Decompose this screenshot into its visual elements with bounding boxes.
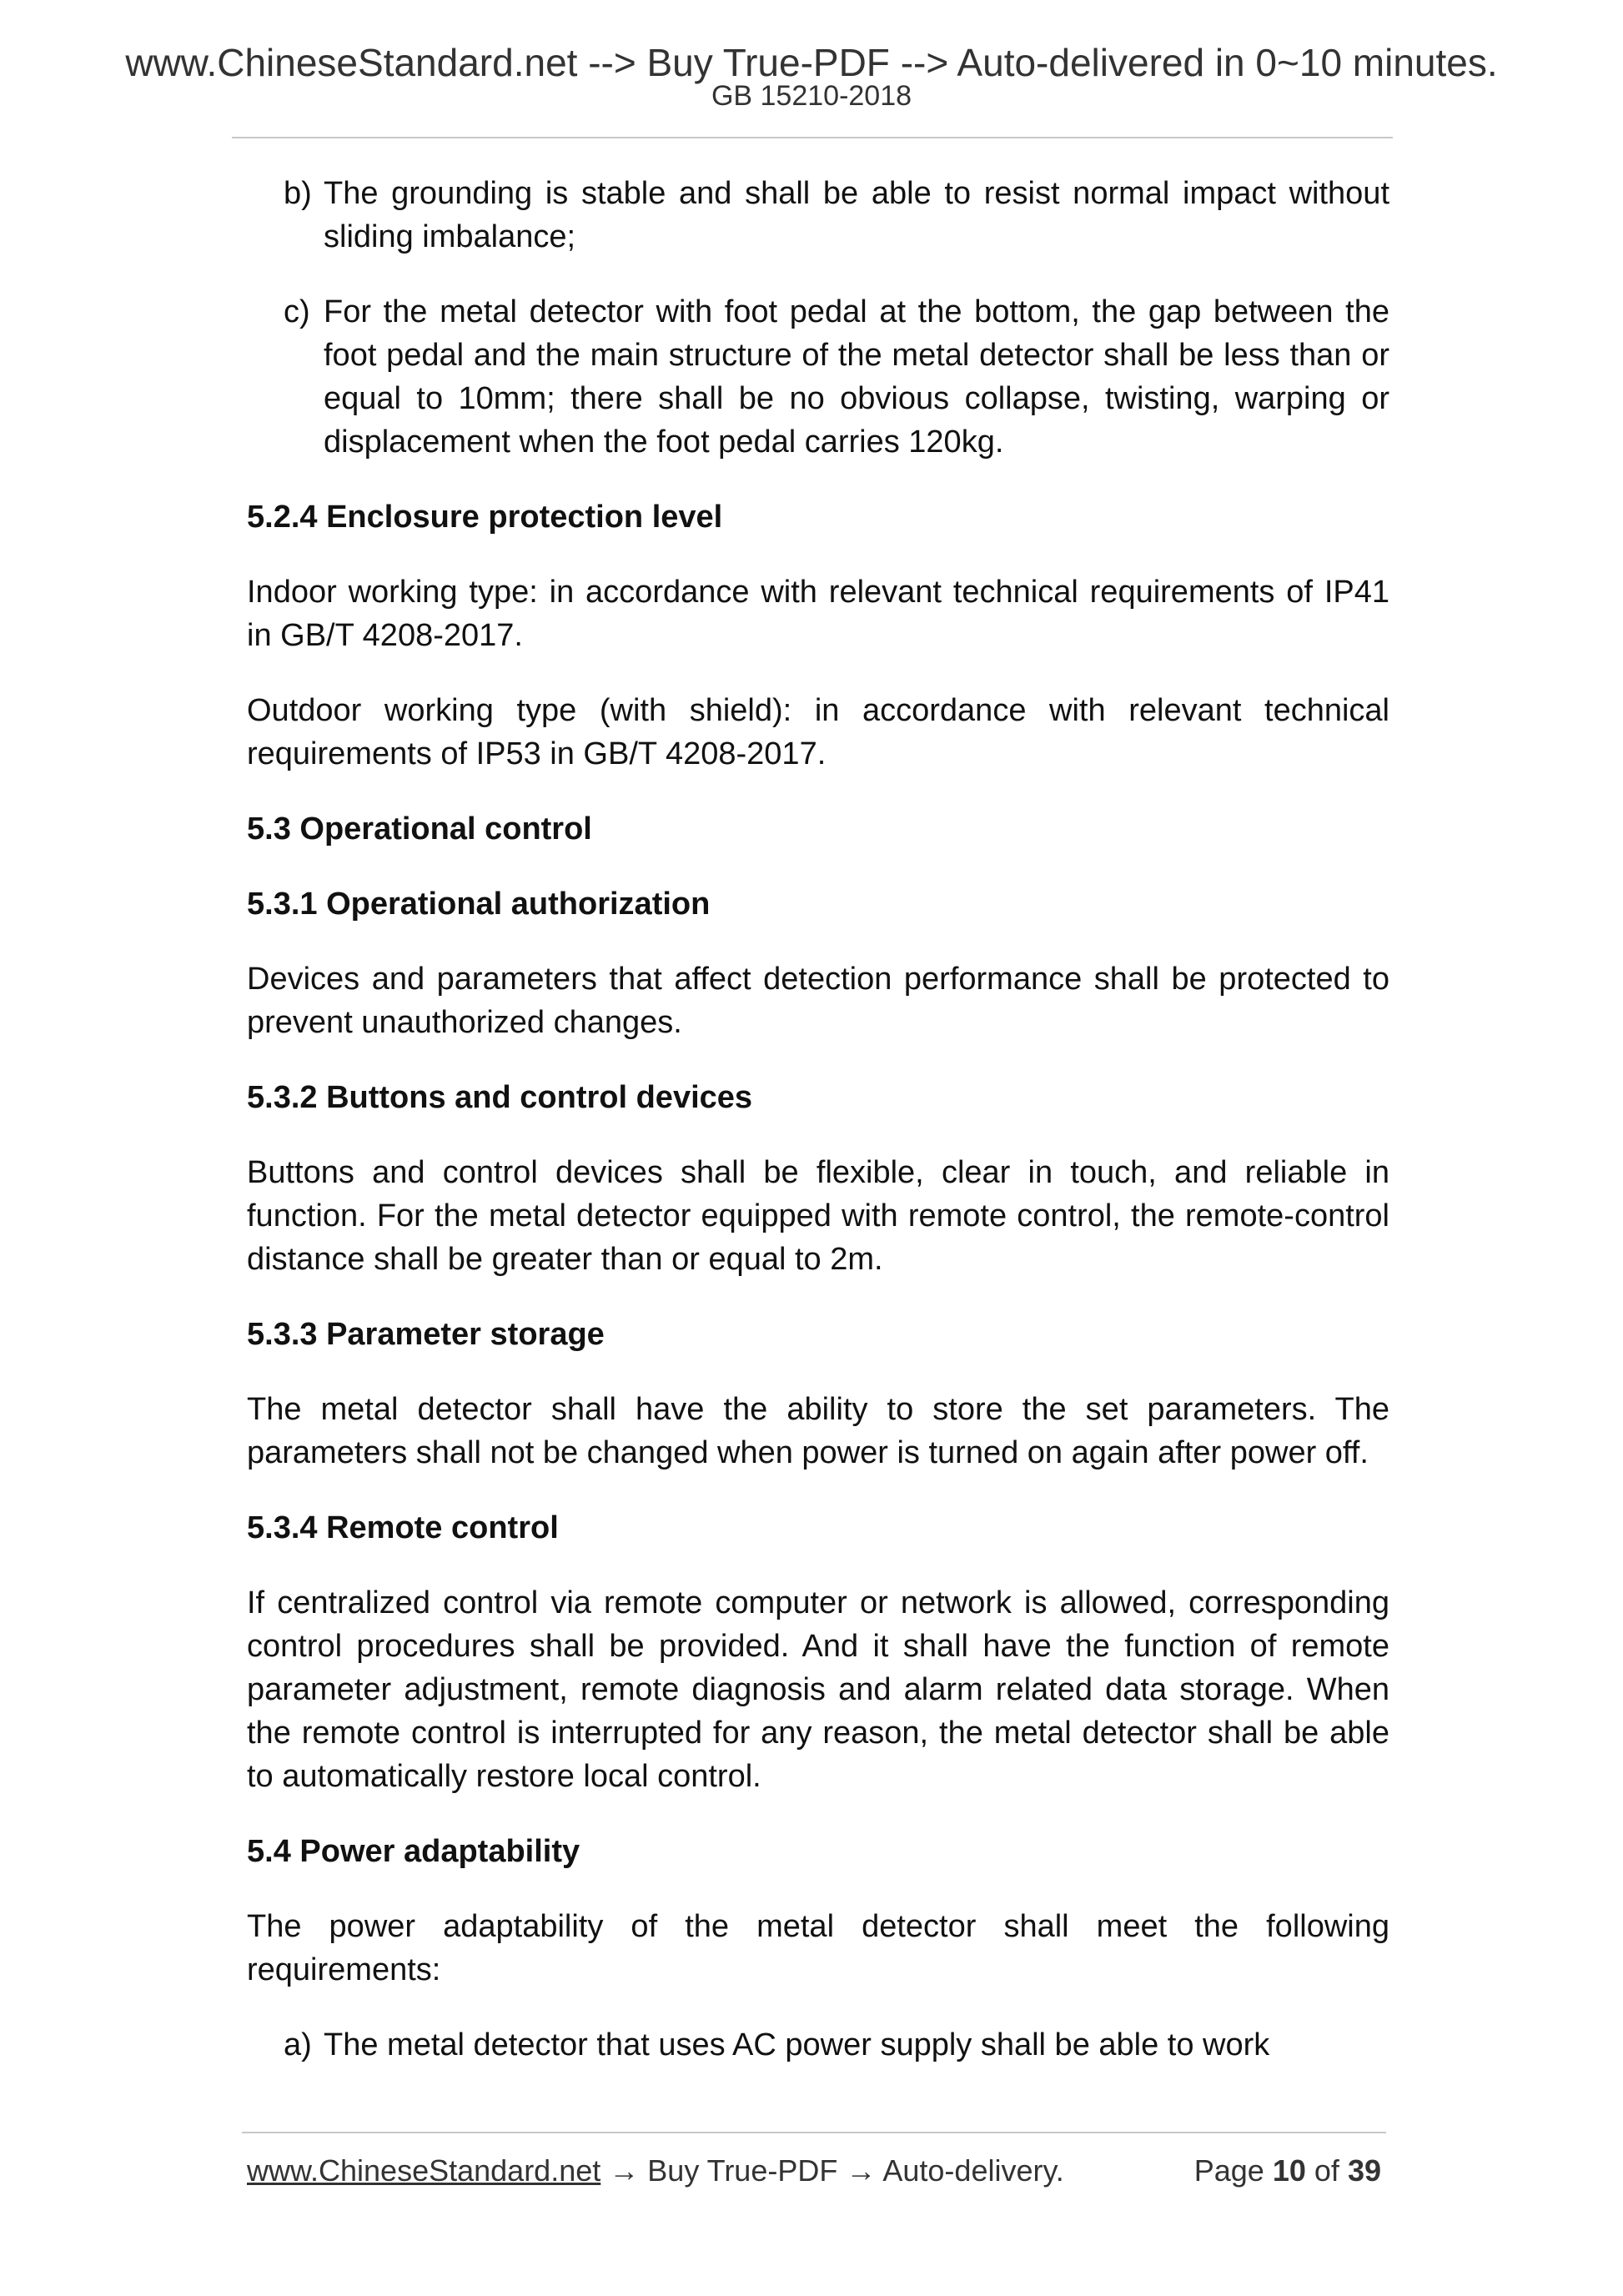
- page-content: [247, 172, 1389, 2067]
- heading-5-2-4: 5.2.4 Enclosure protection level: [247, 500, 723, 535]
- page-number: 10: [1272, 2153, 1306, 2188]
- paragraph-5-3-4: If centralized control via remote computer or network is allowed, corresponding control procedures shall be provided. And it shall have the function of remote parameter adjustment, remote diagnosis and alarm related data storage. When the remote control is interrupted for any reason, the metal detector shall be able to automatically restore local control.: [247, 1585, 1389, 1794]
- heading-5-3-4: 5.3.4 Remote control: [247, 1510, 559, 1545]
- total-pages: 39: [1347, 2153, 1381, 2188]
- paragraph-5-3-2: Buttons and control devices shall be flexible, clear in touch, and reliable in function. For the metal detector equipped with remote control, the remote-control distance shall be greater than or equal to 2m.: [247, 1155, 1389, 1277]
- list-text: For the metal detector with foot pedal at the bottom, the gap between the foot pedal and the main structure of the metal detector shall be less than or equal to 10mm; there shall be no obvious collapse, twisting, warping or displacement when the foot pedal carries 120kg.: [324, 294, 1389, 460]
- list-item-c: [247, 290, 1389, 464]
- list-item-a: [247, 2023, 1389, 2067]
- page-indicator: [1194, 2152, 1381, 2190]
- list-label: b): [284, 176, 312, 211]
- paragraph-indoor: Indoor working type: in accordance with relevant technical requirements of IP41 in GB/T 4208-2017.: [247, 575, 1389, 653]
- footer-site-link[interactable]: www.ChineseStandard.net: [247, 2153, 601, 2188]
- list-label: c): [284, 294, 310, 329]
- site-banner: www.ChineseStandard.net --> Buy True-PDF --> Auto-delivered in 0~10 minutes.: [125, 41, 1498, 84]
- header-divider: [232, 137, 1393, 138]
- footer-promo: [247, 2152, 1064, 2190]
- standard-code: GB 15210-2018: [711, 80, 912, 112]
- arrow-icon: →: [846, 2153, 877, 2188]
- heading-5-3: 5.3 Operational control: [247, 811, 592, 847]
- paragraph-5-3-3: The metal detector shall have the ability to store the set parameters. The parameters shall not be changed when power is turned on again after power off.: [247, 1392, 1389, 1470]
- heading-5-3-3: 5.3.3 Parameter storage: [247, 1317, 605, 1352]
- list-item-b: [247, 172, 1389, 259]
- heading-5-3-2: 5.3.2 Buttons and control devices: [247, 1080, 753, 1115]
- heading-5-4: 5.4 Power adaptability: [247, 1834, 580, 1869]
- list-label: a): [284, 2027, 312, 2062]
- page-label: Page: [1193, 2153, 1264, 2188]
- footer-buy-text: Buy True-PDF: [647, 2153, 838, 2188]
- heading-5-3-1: 5.3.1 Operational authorization: [247, 887, 711, 922]
- footer-delivery-text: Auto-delivery.: [882, 2153, 1064, 2188]
- paragraph-5-4: The power adaptability of the metal detector shall meet the following requirements:: [247, 1909, 1389, 1987]
- footer-divider: [242, 2132, 1386, 2133]
- paragraph-5-3-1: Devices and parameters that affect detection performance shall be protected to prevent unauthorized changes.: [247, 962, 1389, 1040]
- arrow-icon: →: [609, 2153, 640, 2188]
- of-label: of: [1314, 2153, 1339, 2188]
- list-text: The metal detector that uses AC power supply shall be able to work: [324, 2027, 1270, 2062]
- list-text: The grounding is stable and shall be able to resist normal impact without sliding imbalance;: [324, 176, 1389, 254]
- paragraph-outdoor: Outdoor working type (with shield): in accordance with relevant technical requirements of IP53 in GB/T 4208-2017.: [247, 693, 1389, 771]
